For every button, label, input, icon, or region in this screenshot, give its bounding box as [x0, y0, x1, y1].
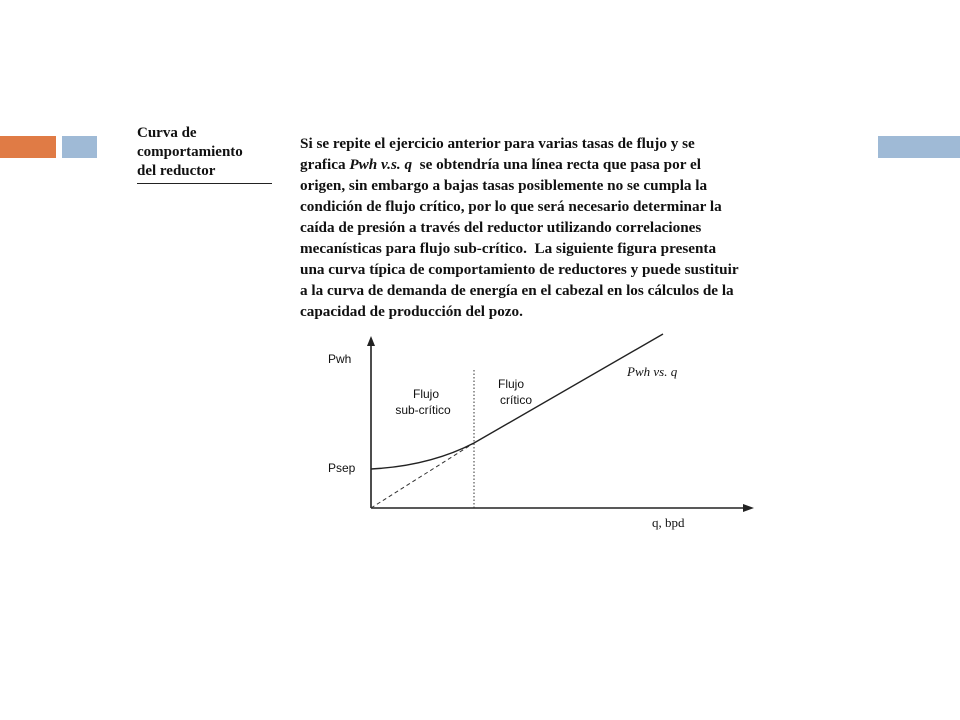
subcritical-curve — [371, 443, 474, 469]
subcritical-label-line1: Flujo — [412, 387, 440, 401]
y-axis-label: Pwh — [328, 352, 352, 366]
paragraph-line: grafica Pwh v.s. q se obtendría una línea recta que pasa por el — [300, 156, 701, 173]
psep-label: Psep — [328, 461, 356, 475]
critical-label-line2: crítico — [500, 393, 533, 407]
origin-dashed-line — [371, 443, 474, 508]
paragraph-line: mecanísticas para flujo sub-crítico. La siguiente figura presenta — [300, 240, 717, 257]
x-axis-arrow — [743, 504, 754, 512]
sidebar-heading-line: del reductor — [137, 163, 216, 179]
paragraph-line: condición de flujo crítico, por lo que será necesario determinar la — [300, 198, 722, 215]
paragraph-line: a la curva de demanda de energía en el cabezal en los cálculos de la — [300, 282, 734, 299]
curve-label: Pwh vs. q — [627, 364, 678, 379]
y-axis-arrow — [367, 336, 375, 346]
critical-label-line1: Flujo — [498, 377, 525, 391]
paragraph-line: caída de presión a través del reductor utilizando correlaciones — [300, 219, 702, 236]
pwh-vs-q-inline: Pwh v.s. q — [349, 156, 413, 173]
sidebar-heading-line: Curva de — [137, 125, 197, 141]
paragraph-line: capacidad de producción del pozo. — [300, 303, 523, 320]
sidebar-heading-line: comportamiento — [137, 144, 243, 160]
paragraph-line: origen, sin embargo a bajas tasas posiblemente no se cumpla la — [300, 177, 708, 194]
x-axis-label: q, bpd — [652, 515, 685, 530]
paragraph-line: una curva típica de comportamiento de reductores y puede sustituir — [300, 261, 739, 278]
subcritical-label-line2: sub-crítico — [395, 403, 451, 417]
paragraph-line: Si se repite el ejercicio anterior para varias tasas de flujo y se — [300, 135, 695, 152]
